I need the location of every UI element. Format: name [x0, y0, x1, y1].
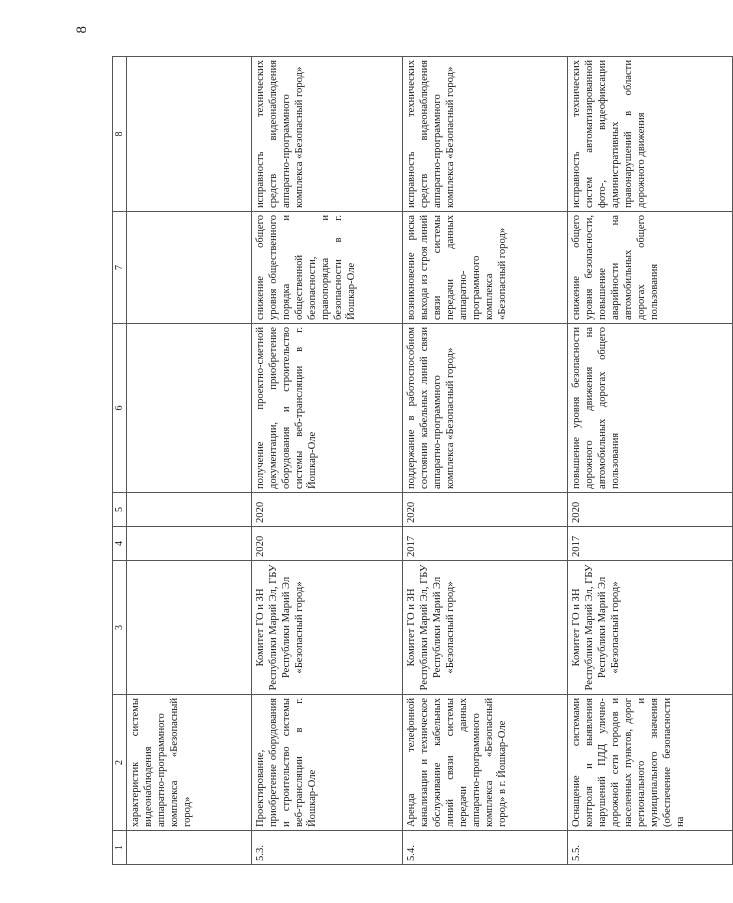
measure-number: 5.5. — [568, 831, 733, 865]
expected-result — [127, 324, 252, 493]
column-number: 3 — [113, 561, 127, 695]
risk-consequence — [127, 212, 252, 324]
measure-name: характеристик системы видеонаблюдения аппаратно-программного комплекса «Безопасный город» — [127, 695, 252, 831]
measure-number: 5.4. — [403, 831, 568, 865]
page-number: 8 — [74, 26, 90, 34]
executor: Комитет ГО и ЗН Республики Марий Эл, ГБУ Республики Марий Эл «Безопасный город» — [403, 561, 568, 695]
measure-name: Аренда телефонной канализации и техническое обслуживание кабельных линий связи системы передачи данных аппаратно-программного комплекса «Безопасный город» в г. Йошкар-Оле — [403, 695, 568, 831]
column-number: 1 — [113, 831, 127, 865]
executor: Комитет ГО и ЗН Республики Марий Эл, ГБУ Республики Марий Эл «Безопасный город» — [252, 561, 403, 695]
risk-consequence: возникновение риска выхода из строя линий связи системы передачи данных аппаратно-программного комплекса «Безопасный город» — [403, 212, 568, 324]
table-row — [403, 57, 568, 865]
column-number: 4 — [113, 527, 127, 561]
end-year — [127, 493, 252, 527]
column-number: 6 — [113, 324, 127, 493]
start-year: 2017 — [568, 527, 733, 561]
start-year: 2017 — [403, 527, 568, 561]
start-year — [127, 527, 252, 561]
indicator-link: исправность технических систем автоматизированной фото-, видеофиксации административных правонарушений в области дорожного движения — [568, 57, 733, 212]
start-year: 2020 — [252, 527, 403, 561]
column-number: 8 — [113, 57, 127, 212]
indicator-link: исправность технических средств видеонаблюдения аппаратно-программного комплекса «Безопасный город» — [403, 57, 568, 212]
risk-consequence: снижение общего уровня безопасности, повышение аварийности на автомобильных дорогах общего пользования — [568, 212, 733, 324]
end-year: 2020 — [568, 493, 733, 527]
table-row — [127, 57, 252, 865]
column-number: 5 — [113, 493, 127, 527]
expected-result: получение проектно-сметной документации, приобретение оборудования и строительство системы веб-трансляции в г. Йошкар-Оле — [252, 324, 403, 493]
expected-result: повышение уровня безопасности дорожного движения на автомобильных дорогах общего пользования — [568, 324, 733, 493]
executor — [127, 561, 252, 695]
risk-consequence: снижение общего уровня общественного порядка и общественной безопасности, правопорядка и безопасности в г. Йошкар-Оле — [252, 212, 403, 324]
indicator-link — [127, 57, 252, 212]
column-number: 2 — [113, 695, 127, 831]
program-measures-table — [112, 56, 733, 865]
table-row — [252, 57, 403, 865]
measure-name: Оснащение системами контроля и выявления нарушений ПДД улично-дорожной сети городов и населенных пунктов, дорог регионального и муниципального значения (обеспечение безопасности на — [568, 695, 733, 831]
column-number-row — [113, 57, 127, 865]
column-number: 7 — [113, 212, 127, 324]
table-row — [568, 57, 733, 865]
executor: Комитет ГО и ЗН Республики Марий Эл, ГБУ Республики Марий Эл «Безопасный город» — [568, 561, 733, 695]
expected-result: поддержание в работоспособном состоянии кабельных линий связи аппаратно-программного комплекса «Безопасный город» — [403, 324, 568, 493]
measure-number: 5.3. — [252, 831, 403, 865]
measure-name: Проектирование, приобретение оборудования и строительство системы веб-трансляции в г. Йошкар-Оле — [252, 695, 403, 831]
measure-number — [127, 831, 252, 865]
end-year: 2020 — [403, 493, 568, 527]
end-year: 2020 — [252, 493, 403, 527]
indicator-link: исправность технических средств видеонаблюдения аппаратно-программного комплекса «Безопасный город» — [252, 57, 403, 212]
